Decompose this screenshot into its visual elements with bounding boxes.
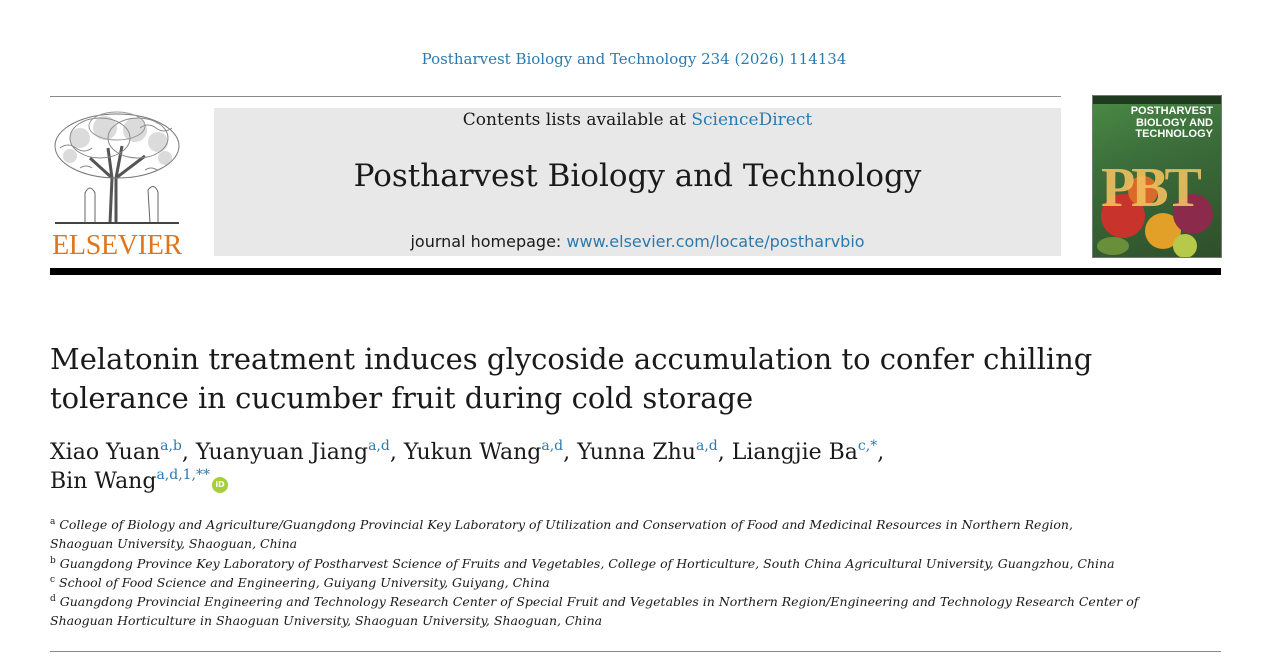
elsevier-logo[interactable] xyxy=(50,108,184,261)
author-separator: , xyxy=(181,440,196,465)
author-affiliation-sup[interactable]: a,d xyxy=(368,438,390,454)
affiliation-key: d xyxy=(50,594,56,605)
contents-line xyxy=(214,108,1061,131)
author-name[interactable]: Yukun Wang xyxy=(403,440,542,465)
author-separator: , xyxy=(389,440,404,465)
author-affiliation-sup[interactable]: a,d,1,** xyxy=(156,467,211,483)
author-name[interactable]: Yunna Zhu xyxy=(577,440,696,465)
affiliation-text: Shaoguan Horticulture in Shaoguan University, Shaoguan University, Shaoguan, China xyxy=(50,613,603,629)
affiliation-key: a xyxy=(50,517,56,527)
author-name[interactable]: Liangjie Ba xyxy=(731,440,858,465)
affiliation-item xyxy=(50,515,1073,534)
journal-homepage-link[interactable]: www.elsevier.com/locate/postharvbio xyxy=(566,232,865,251)
affiliation-text: Guangdong Provincial Engineering and Technology Research Center of Special Fruit and Vegetables in Northern Region/Engineering and Technology Research Center of xyxy=(59,594,1139,610)
affiliation-list xyxy=(50,515,1139,631)
cover-title-line: TECHNOLOGY xyxy=(1135,128,1213,140)
section-rule xyxy=(50,651,1221,652)
journal-citation-text[interactable]: Postharvest Biology and Technology 234 (2026) 114134 xyxy=(421,50,847,68)
journal-cover-image[interactable] xyxy=(1092,95,1222,258)
affiliation-item xyxy=(50,573,1060,592)
author-separator: , xyxy=(717,440,732,465)
journal-banner xyxy=(214,108,1061,256)
affiliation-item xyxy=(50,592,1139,611)
journal-name: Postharvest Biology and Technology xyxy=(353,158,922,194)
affiliation-item xyxy=(50,554,1115,573)
affiliation-item-continued xyxy=(50,534,1060,553)
affiliation-text: Guangdong Province Key Laboratory of Postharvest Science of Fruits and Vegetables, College of Horticulture, South China Agricultural University, Guangzhou, China xyxy=(59,555,1115,571)
affiliation-item-continued xyxy=(50,611,1060,630)
elsevier-wordmark: ELSEVIER xyxy=(52,230,182,261)
cover-title-line: POSTHARVEST xyxy=(1130,105,1213,117)
contents-prefix: Contents lists available at xyxy=(462,110,692,130)
author-name[interactable]: Bin Wang xyxy=(50,469,157,494)
author-separator: , xyxy=(563,440,578,465)
article-title-line: Melatonin treatment induces glycoside accumulation to confer chilling xyxy=(50,342,1093,376)
affiliation-key: c xyxy=(50,574,56,585)
affiliation-text: College of Biology and Agriculture/Guangdong Provincial Key Laboratory of Utilization and Conservation of Food and Medicinal Resources in Northern Region, xyxy=(59,517,1073,532)
header-rule xyxy=(50,96,1061,97)
article-title xyxy=(50,340,1150,418)
orcid-icon[interactable]: iD xyxy=(212,477,228,493)
author-separator: , xyxy=(877,440,885,465)
affiliation-key: b xyxy=(50,555,56,566)
sciencedirect-link[interactable]: ScienceDirect xyxy=(691,110,813,130)
author-name[interactable]: Xiao Yuan xyxy=(50,440,161,465)
author-affiliation-sup[interactable]: a,b xyxy=(160,438,182,454)
elsevier-tree-icon xyxy=(50,108,184,226)
author-list xyxy=(50,438,1150,496)
author-affiliation-sup[interactable]: a,d xyxy=(695,438,718,454)
cover-letters: PBT xyxy=(1101,157,1198,219)
author-affiliation-sup[interactable]: a,d xyxy=(541,438,564,454)
affiliation-text: Shaoguan University, Shaoguan, China xyxy=(50,536,298,552)
masthead-rule xyxy=(50,268,1221,275)
cover-title-line: BIOLOGY AND xyxy=(1135,116,1213,129)
homepage-line xyxy=(214,232,1061,251)
article-title-line: tolerance in cucumber fruit during cold storage xyxy=(50,381,754,415)
affiliation-text: School of Food Science and Engineering, Guiyang University, Guiyang, China xyxy=(59,574,550,590)
cover-title xyxy=(1101,106,1213,141)
journal-citation[interactable] xyxy=(0,50,1268,68)
author-affiliation-sup[interactable]: c,* xyxy=(857,438,878,454)
homepage-prefix: journal homepage: xyxy=(410,232,567,251)
author-name[interactable]: Yuanyuan Jiang xyxy=(195,440,369,465)
